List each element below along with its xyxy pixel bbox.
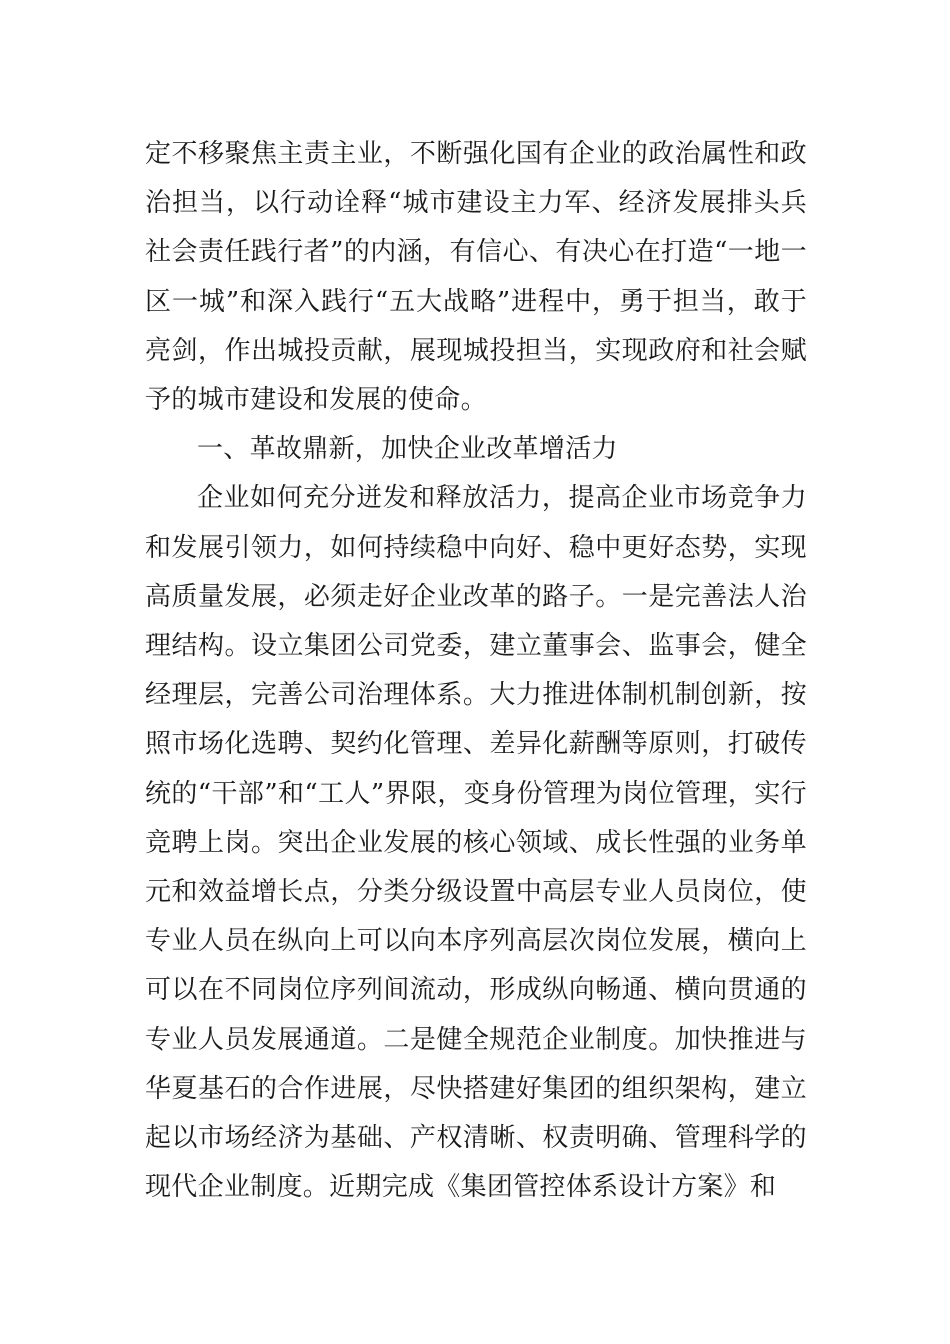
section-heading: 一、革故鼎新，加快企业改革增活力 — [197, 434, 618, 465]
paragraph-reform: 企业如何充分迸发和释放活力，提高企业市场竞争力和发展引领力，如何持续稳中向好、稳中更好态势，实现高质量发展，必须走好企业改革的路子。一是完善法人治理结构。设立集团公司党委，建立董事会、监事会，健全经理层，完善公司治理体系。大力推进体制机制创新，按照市场化选聘、契约化管理、差异化薪酬等原则，打破传统的“干部”和“工人”界限，变身份管理为岗位管理，实行竞聘上岗。突出企业发展的核心领域、成长性强的业务单元和效益增长点，分类分级设置中高层专业人员岗位，使专业人员在纵向上可以向本序列高层次岗位发展，横向上可以在不同岗位序列间流动，形成纵向畅通、横向贯通的专业人员发展通道。二是健全规范企业制度。加快推进与华夏基石的合作进展，尽快搭建好集团的组织架构，建立起以市场经济为基础、产权清晰、权责明确、管理科学的现代企业制度。近期完成《集团管控体系设计方案》和 — [145, 483, 807, 1203]
paragraph-continued: 定不移聚焦主责主业，不断强化国有企业的政治属性和政治担当，以行动诠释“城市建设主力军、经济发展排头兵社会责任践行者”的内涵，有信心、有决心在打造“一地一区一城”和深入践行“五大战略”进程中，勇于担当，敢于亮剑，作出城投贡献，展现城投担当，实现政府和社会赋予的城市建设和发展的使命。 — [145, 139, 807, 416]
document-body — [145, 130, 807, 1212]
